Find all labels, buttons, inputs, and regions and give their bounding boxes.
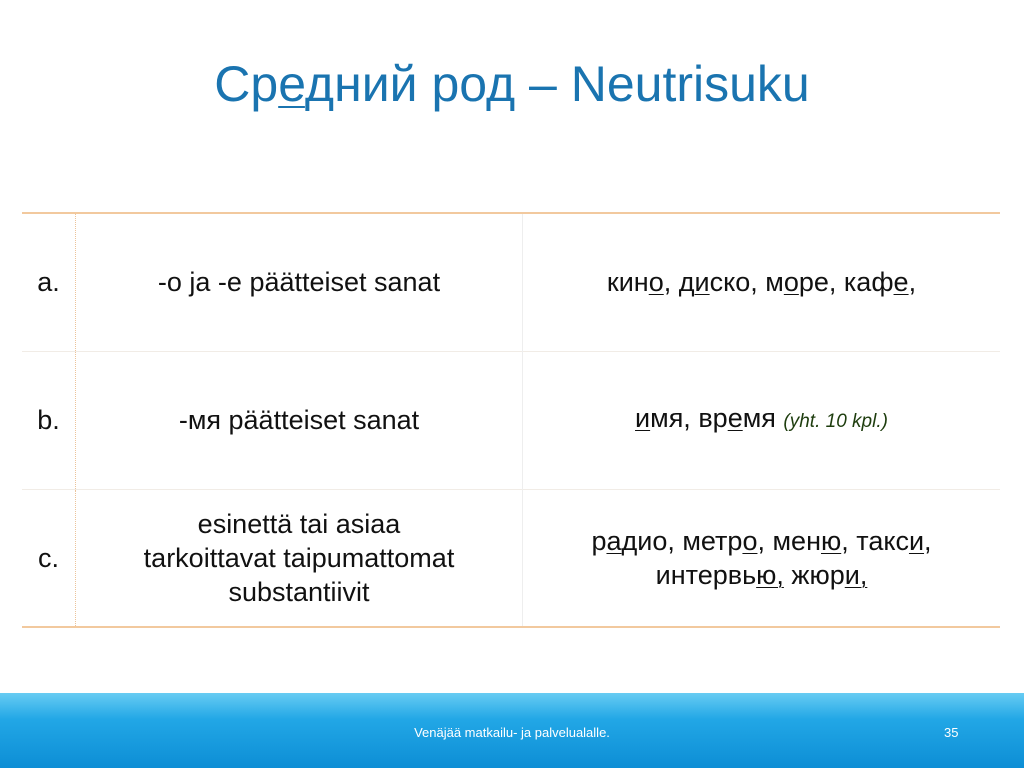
stress-mark: е bbox=[727, 403, 743, 433]
example-word-part: д bbox=[678, 267, 695, 298]
example-note: (yht. 10 kpl.) bbox=[783, 411, 888, 432]
example-word bbox=[765, 267, 844, 297]
row-letter: b. bbox=[22, 351, 76, 489]
row-description bbox=[76, 213, 523, 351]
stress-mark: е bbox=[893, 267, 909, 298]
example-word-part: м bbox=[765, 267, 784, 298]
stress-mark: о bbox=[783, 267, 799, 298]
row-description bbox=[76, 489, 523, 627]
example-word bbox=[679, 267, 766, 297]
row-description bbox=[76, 351, 523, 489]
example-word-part: , bbox=[757, 525, 773, 556]
stress-mark: ю, bbox=[756, 559, 784, 590]
example-word-part: ско, bbox=[709, 267, 766, 298]
example-word-part: ре, bbox=[798, 267, 844, 298]
example-word-part: кин bbox=[606, 267, 649, 298]
slide-title bbox=[0, 52, 1024, 116]
example-word bbox=[791, 560, 867, 590]
example-word bbox=[844, 267, 916, 297]
example-word-part: мя bbox=[742, 403, 784, 433]
example-word-part: такс bbox=[856, 525, 909, 556]
example-word bbox=[591, 526, 682, 556]
example-word-part: , bbox=[663, 267, 679, 298]
table-body bbox=[22, 213, 1000, 627]
example-word bbox=[856, 526, 931, 556]
description-line: esinettä tai asiaa bbox=[197, 508, 401, 539]
title-stress-mark: е bbox=[278, 56, 305, 112]
stress-mark: и, bbox=[844, 559, 868, 590]
stress-mark: ю bbox=[820, 525, 842, 556]
description-line: -мя päätteiset sanat bbox=[178, 405, 420, 435]
example-word-part: мен bbox=[772, 525, 821, 556]
example-word bbox=[682, 526, 772, 556]
example-word-part: каф bbox=[843, 267, 894, 298]
examples-line bbox=[523, 524, 1000, 558]
example-word-part: мя, bbox=[650, 403, 699, 433]
examples-line bbox=[523, 265, 1000, 299]
stress-mark: о bbox=[742, 525, 758, 556]
example-word-part: интервь bbox=[655, 559, 757, 590]
description-line: substantiivit bbox=[228, 576, 370, 607]
stress-mark: и bbox=[908, 525, 925, 556]
stress-mark: о bbox=[648, 267, 664, 298]
example-word-part: , bbox=[924, 525, 932, 556]
title-before: Ср bbox=[214, 56, 279, 112]
example-word-part: вр bbox=[698, 403, 728, 433]
examples-line bbox=[523, 401, 1000, 439]
row-examples bbox=[523, 489, 1001, 627]
table-row bbox=[22, 351, 1000, 489]
examples-line bbox=[523, 558, 1000, 592]
row-examples bbox=[523, 213, 1001, 351]
example-word-part: р bbox=[591, 525, 607, 556]
stress-mark: а bbox=[606, 525, 622, 556]
table-row bbox=[22, 489, 1000, 627]
page-number: 35 bbox=[944, 725, 959, 740]
title-after: дний род – Neutrisuku bbox=[304, 56, 810, 112]
example-word bbox=[698, 403, 783, 433]
example-word-part: дио, bbox=[621, 525, 683, 556]
example-word-part: , bbox=[908, 267, 917, 298]
row-examples bbox=[523, 351, 1001, 489]
description-line: tarkoittavat taipumattomat bbox=[143, 542, 455, 573]
table-row bbox=[22, 213, 1000, 351]
grammar-table bbox=[22, 212, 1000, 628]
example-word-part: жюр bbox=[791, 559, 845, 590]
example-word bbox=[607, 267, 679, 297]
row-letter: a. bbox=[22, 213, 76, 351]
stress-mark: и bbox=[635, 403, 651, 433]
example-word bbox=[656, 560, 792, 590]
stress-mark: и bbox=[694, 267, 710, 298]
example-word bbox=[635, 403, 698, 433]
example-word-part: метр bbox=[682, 525, 743, 556]
row-letter: c. bbox=[22, 489, 76, 627]
footer-text: Venäjää matkailu- ja palvelualalle. bbox=[414, 725, 610, 740]
example-word bbox=[772, 526, 856, 556]
description-line: -о ja -е päätteiset sanat bbox=[157, 267, 441, 298]
example-word-part: , bbox=[841, 525, 857, 556]
